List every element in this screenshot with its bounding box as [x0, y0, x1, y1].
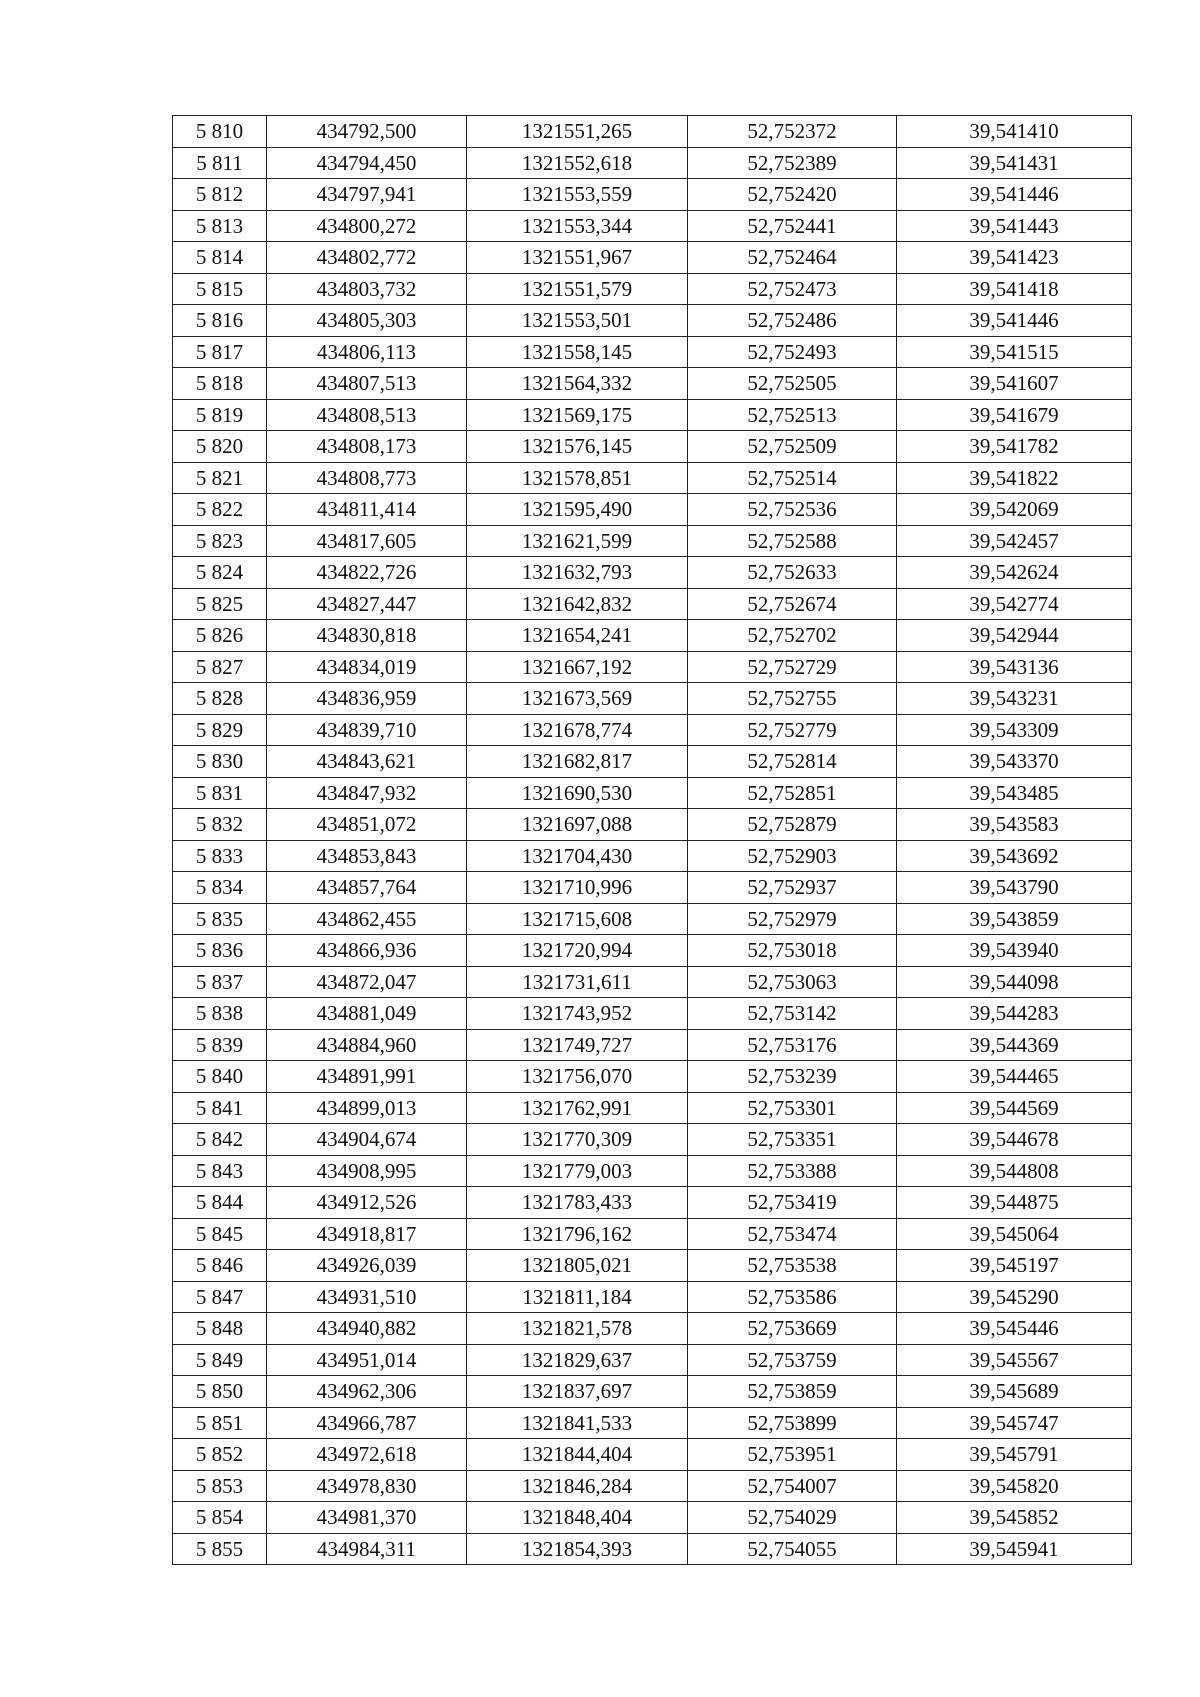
x-coordinate-cell: 434836,959: [267, 683, 467, 715]
table-row: [173, 1061, 1132, 1093]
table-row: [173, 1313, 1132, 1345]
point-number-cell: 5 837: [173, 966, 267, 998]
y-coordinate-cell: 1321779,003: [467, 1155, 688, 1187]
x-coordinate-cell: 434966,787: [267, 1407, 467, 1439]
point-number-cell: 5 850: [173, 1376, 267, 1408]
latitude-cell: 52,752755: [688, 683, 897, 715]
x-coordinate-cell: 434872,047: [267, 966, 467, 998]
y-coordinate-cell: 1321770,309: [467, 1124, 688, 1156]
y-coordinate-cell: 1321632,793: [467, 557, 688, 589]
y-coordinate-cell: 1321564,332: [467, 368, 688, 400]
x-coordinate-cell: 434827,447: [267, 588, 467, 620]
y-coordinate-cell: 1321796,162: [467, 1218, 688, 1250]
latitude-cell: 52,752509: [688, 431, 897, 463]
table-row: [173, 147, 1132, 179]
x-coordinate-cell: 434808,173: [267, 431, 467, 463]
y-coordinate-cell: 1321854,393: [467, 1533, 688, 1565]
table-row: [173, 872, 1132, 904]
point-number-cell: 5 810: [173, 116, 267, 148]
y-coordinate-cell: 1321743,952: [467, 998, 688, 1030]
point-number-cell: 5 817: [173, 336, 267, 368]
longitude-cell: 39,545689: [897, 1376, 1132, 1408]
y-coordinate-cell: 1321595,490: [467, 494, 688, 526]
longitude-cell: 39,544875: [897, 1187, 1132, 1219]
point-number-cell: 5 848: [173, 1313, 267, 1345]
y-coordinate-cell: 1321805,021: [467, 1250, 688, 1282]
y-coordinate-cell: 1321749,727: [467, 1029, 688, 1061]
x-coordinate-cell: 434805,303: [267, 305, 467, 337]
point-number-cell: 5 847: [173, 1281, 267, 1313]
table-row: [173, 1376, 1132, 1408]
table-row: [173, 116, 1132, 148]
x-coordinate-cell: 434962,306: [267, 1376, 467, 1408]
table-row: [173, 431, 1132, 463]
latitude-cell: 52,753351: [688, 1124, 897, 1156]
longitude-cell: 39,541431: [897, 147, 1132, 179]
point-number-cell: 5 843: [173, 1155, 267, 1187]
y-coordinate-cell: 1321704,430: [467, 840, 688, 872]
longitude-cell: 39,541515: [897, 336, 1132, 368]
point-number-cell: 5 846: [173, 1250, 267, 1282]
table-row: [173, 651, 1132, 683]
longitude-cell: 39,543370: [897, 746, 1132, 778]
x-coordinate-cell: 434904,674: [267, 1124, 467, 1156]
latitude-cell: 52,753951: [688, 1439, 897, 1471]
x-coordinate-cell: 434802,772: [267, 242, 467, 274]
table-row: [173, 494, 1132, 526]
longitude-cell: 39,545852: [897, 1502, 1132, 1534]
point-number-cell: 5 845: [173, 1218, 267, 1250]
longitude-cell: 39,541446: [897, 305, 1132, 337]
table-row: [173, 809, 1132, 841]
table-row: [173, 179, 1132, 211]
table-row: [173, 1470, 1132, 1502]
table-row: [173, 588, 1132, 620]
x-coordinate-cell: 434899,013: [267, 1092, 467, 1124]
y-coordinate-cell: 1321682,817: [467, 746, 688, 778]
point-number-cell: 5 855: [173, 1533, 267, 1565]
latitude-cell: 52,752903: [688, 840, 897, 872]
point-number-cell: 5 835: [173, 903, 267, 935]
table-row: [173, 210, 1132, 242]
point-number-cell: 5 821: [173, 462, 267, 494]
y-coordinate-cell: 1321553,344: [467, 210, 688, 242]
table-row: [173, 935, 1132, 967]
point-number-cell: 5 853: [173, 1470, 267, 1502]
table-row: [173, 273, 1132, 305]
longitude-cell: 39,545791: [897, 1439, 1132, 1471]
longitude-cell: 39,541443: [897, 210, 1132, 242]
y-coordinate-cell: 1321756,070: [467, 1061, 688, 1093]
x-coordinate-cell: 434912,526: [267, 1187, 467, 1219]
y-coordinate-cell: 1321553,559: [467, 179, 688, 211]
longitude-cell: 39,543231: [897, 683, 1132, 715]
latitude-cell: 52,752420: [688, 179, 897, 211]
longitude-cell: 39,543485: [897, 777, 1132, 809]
point-number-cell: 5 820: [173, 431, 267, 463]
x-coordinate-cell: 434811,414: [267, 494, 467, 526]
latitude-cell: 52,753301: [688, 1092, 897, 1124]
latitude-cell: 52,754029: [688, 1502, 897, 1534]
x-coordinate-cell: 434822,726: [267, 557, 467, 589]
table-row: [173, 1155, 1132, 1187]
longitude-cell: 39,544465: [897, 1061, 1132, 1093]
table-row: [173, 525, 1132, 557]
latitude-cell: 52,753538: [688, 1250, 897, 1282]
latitude-cell: 52,753474: [688, 1218, 897, 1250]
y-coordinate-cell: 1321576,145: [467, 431, 688, 463]
point-number-cell: 5 826: [173, 620, 267, 652]
x-coordinate-cell: 434884,960: [267, 1029, 467, 1061]
longitude-cell: 39,543583: [897, 809, 1132, 841]
table-row: [173, 462, 1132, 494]
longitude-cell: 39,541418: [897, 273, 1132, 305]
y-coordinate-cell: 1321551,967: [467, 242, 688, 274]
y-coordinate-cell: 1321697,088: [467, 809, 688, 841]
table-row: [173, 1281, 1132, 1313]
latitude-cell: 52,752937: [688, 872, 897, 904]
latitude-cell: 52,753388: [688, 1155, 897, 1187]
x-coordinate-cell: 434817,605: [267, 525, 467, 557]
y-coordinate-cell: 1321829,637: [467, 1344, 688, 1376]
latitude-cell: 52,752674: [688, 588, 897, 620]
latitude-cell: 52,753669: [688, 1313, 897, 1345]
longitude-cell: 39,544098: [897, 966, 1132, 998]
x-coordinate-cell: 434978,830: [267, 1470, 467, 1502]
point-number-cell: 5 813: [173, 210, 267, 242]
point-number-cell: 5 830: [173, 746, 267, 778]
x-coordinate-cell: 434803,732: [267, 273, 467, 305]
x-coordinate-cell: 434918,817: [267, 1218, 467, 1250]
latitude-cell: 52,752779: [688, 714, 897, 746]
y-coordinate-cell: 1321720,994: [467, 935, 688, 967]
latitude-cell: 52,752633: [688, 557, 897, 589]
latitude-cell: 52,752814: [688, 746, 897, 778]
y-coordinate-cell: 1321673,569: [467, 683, 688, 715]
point-number-cell: 5 834: [173, 872, 267, 904]
longitude-cell: 39,544283: [897, 998, 1132, 1030]
latitude-cell: 52,752588: [688, 525, 897, 557]
y-coordinate-cell: 1321821,578: [467, 1313, 688, 1345]
longitude-cell: 39,541782: [897, 431, 1132, 463]
longitude-cell: 39,543859: [897, 903, 1132, 935]
longitude-cell: 39,541423: [897, 242, 1132, 274]
coordinates-table: [172, 115, 1132, 1565]
x-coordinate-cell: 434792,500: [267, 116, 467, 148]
latitude-cell: 52,752464: [688, 242, 897, 274]
point-number-cell: 5 836: [173, 935, 267, 967]
longitude-cell: 39,544369: [897, 1029, 1132, 1061]
y-coordinate-cell: 1321667,192: [467, 651, 688, 683]
y-coordinate-cell: 1321654,241: [467, 620, 688, 652]
table-row: [173, 714, 1132, 746]
latitude-cell: 52,752372: [688, 116, 897, 148]
point-number-cell: 5 840: [173, 1061, 267, 1093]
y-coordinate-cell: 1321552,618: [467, 147, 688, 179]
point-number-cell: 5 852: [173, 1439, 267, 1471]
x-coordinate-cell: 434800,272: [267, 210, 467, 242]
point-number-cell: 5 825: [173, 588, 267, 620]
table-row: [173, 242, 1132, 274]
table-row: [173, 1187, 1132, 1219]
point-number-cell: 5 815: [173, 273, 267, 305]
longitude-cell: 39,542774: [897, 588, 1132, 620]
x-coordinate-cell: 434807,513: [267, 368, 467, 400]
table-row: [173, 557, 1132, 589]
point-number-cell: 5 851: [173, 1407, 267, 1439]
table-row: [173, 1250, 1132, 1282]
longitude-cell: 39,541446: [897, 179, 1132, 211]
point-number-cell: 5 841: [173, 1092, 267, 1124]
latitude-cell: 52,752879: [688, 809, 897, 841]
y-coordinate-cell: 1321811,184: [467, 1281, 688, 1313]
x-coordinate-cell: 434891,991: [267, 1061, 467, 1093]
point-number-cell: 5 829: [173, 714, 267, 746]
y-coordinate-cell: 1321569,175: [467, 399, 688, 431]
y-coordinate-cell: 1321578,851: [467, 462, 688, 494]
longitude-cell: 39,543692: [897, 840, 1132, 872]
table-row: [173, 840, 1132, 872]
longitude-cell: 39,545941: [897, 1533, 1132, 1565]
x-coordinate-cell: 434808,513: [267, 399, 467, 431]
x-coordinate-cell: 434881,049: [267, 998, 467, 1030]
x-coordinate-cell: 434843,621: [267, 746, 467, 778]
y-coordinate-cell: 1321715,608: [467, 903, 688, 935]
x-coordinate-cell: 434847,932: [267, 777, 467, 809]
longitude-cell: 39,544808: [897, 1155, 1132, 1187]
y-coordinate-cell: 1321558,145: [467, 336, 688, 368]
latitude-cell: 52,753419: [688, 1187, 897, 1219]
latitude-cell: 52,752389: [688, 147, 897, 179]
point-number-cell: 5 811: [173, 147, 267, 179]
table-row: [173, 1124, 1132, 1156]
table-row: [173, 1502, 1132, 1534]
point-number-cell: 5 842: [173, 1124, 267, 1156]
longitude-cell: 39,545290: [897, 1281, 1132, 1313]
y-coordinate-cell: 1321731,611: [467, 966, 688, 998]
table-row: [173, 1218, 1132, 1250]
y-coordinate-cell: 1321841,533: [467, 1407, 688, 1439]
table-row: [173, 903, 1132, 935]
x-coordinate-cell: 434866,936: [267, 935, 467, 967]
y-coordinate-cell: 1321621,599: [467, 525, 688, 557]
latitude-cell: 52,752486: [688, 305, 897, 337]
point-number-cell: 5 844: [173, 1187, 267, 1219]
table-row: [173, 1533, 1132, 1565]
x-coordinate-cell: 434851,072: [267, 809, 467, 841]
latitude-cell: 52,752493: [688, 336, 897, 368]
latitude-cell: 52,752536: [688, 494, 897, 526]
y-coordinate-cell: 1321690,530: [467, 777, 688, 809]
longitude-cell: 39,543940: [897, 935, 1132, 967]
latitude-cell: 52,753239: [688, 1061, 897, 1093]
y-coordinate-cell: 1321783,433: [467, 1187, 688, 1219]
longitude-cell: 39,545197: [897, 1250, 1132, 1282]
point-number-cell: 5 824: [173, 557, 267, 589]
longitude-cell: 39,542624: [897, 557, 1132, 589]
longitude-cell: 39,545820: [897, 1470, 1132, 1502]
x-coordinate-cell: 434839,710: [267, 714, 467, 746]
latitude-cell: 52,752473: [688, 273, 897, 305]
longitude-cell: 39,543136: [897, 651, 1132, 683]
x-coordinate-cell: 434926,039: [267, 1250, 467, 1282]
table-row: [173, 1092, 1132, 1124]
y-coordinate-cell: 1321837,697: [467, 1376, 688, 1408]
point-number-cell: 5 831: [173, 777, 267, 809]
longitude-cell: 39,543790: [897, 872, 1132, 904]
y-coordinate-cell: 1321846,284: [467, 1470, 688, 1502]
latitude-cell: 52,752514: [688, 462, 897, 494]
latitude-cell: 52,753018: [688, 935, 897, 967]
latitude-cell: 52,752851: [688, 777, 897, 809]
longitude-cell: 39,541410: [897, 116, 1132, 148]
table-row: [173, 399, 1132, 431]
latitude-cell: 52,754007: [688, 1470, 897, 1502]
x-coordinate-cell: 434830,818: [267, 620, 467, 652]
latitude-cell: 52,754055: [688, 1533, 897, 1565]
longitude-cell: 39,543309: [897, 714, 1132, 746]
y-coordinate-cell: 1321551,265: [467, 116, 688, 148]
x-coordinate-cell: 434862,455: [267, 903, 467, 935]
point-number-cell: 5 823: [173, 525, 267, 557]
latitude-cell: 52,753759: [688, 1344, 897, 1376]
table-row: [173, 1407, 1132, 1439]
point-number-cell: 5 838: [173, 998, 267, 1030]
longitude-cell: 39,541822: [897, 462, 1132, 494]
point-number-cell: 5 812: [173, 179, 267, 211]
longitude-cell: 39,542069: [897, 494, 1132, 526]
longitude-cell: 39,541679: [897, 399, 1132, 431]
table-row: [173, 998, 1132, 1030]
longitude-cell: 39,545567: [897, 1344, 1132, 1376]
y-coordinate-cell: 1321642,832: [467, 588, 688, 620]
x-coordinate-cell: 434834,019: [267, 651, 467, 683]
point-number-cell: 5 827: [173, 651, 267, 683]
point-number-cell: 5 816: [173, 305, 267, 337]
latitude-cell: 52,752505: [688, 368, 897, 400]
y-coordinate-cell: 1321678,774: [467, 714, 688, 746]
latitude-cell: 52,752441: [688, 210, 897, 242]
y-coordinate-cell: 1321710,996: [467, 872, 688, 904]
y-coordinate-cell: 1321762,991: [467, 1092, 688, 1124]
table-row: [173, 1439, 1132, 1471]
table-row: [173, 683, 1132, 715]
longitude-cell: 39,544678: [897, 1124, 1132, 1156]
latitude-cell: 52,753063: [688, 966, 897, 998]
longitude-cell: 39,542457: [897, 525, 1132, 557]
y-coordinate-cell: 1321844,404: [467, 1439, 688, 1471]
x-coordinate-cell: 434908,995: [267, 1155, 467, 1187]
table-row: [173, 305, 1132, 337]
x-coordinate-cell: 434940,882: [267, 1313, 467, 1345]
table-row: [173, 1344, 1132, 1376]
latitude-cell: 52,752979: [688, 903, 897, 935]
longitude-cell: 39,545064: [897, 1218, 1132, 1250]
x-coordinate-cell: 434797,941: [267, 179, 467, 211]
latitude-cell: 52,753142: [688, 998, 897, 1030]
table-row: [173, 620, 1132, 652]
table-row: [173, 336, 1132, 368]
longitude-cell: 39,542944: [897, 620, 1132, 652]
latitude-cell: 52,752702: [688, 620, 897, 652]
y-coordinate-cell: 1321551,579: [467, 273, 688, 305]
table-row: [173, 1029, 1132, 1061]
table-row: [173, 777, 1132, 809]
table-row: [173, 368, 1132, 400]
longitude-cell: 39,545747: [897, 1407, 1132, 1439]
point-number-cell: 5 849: [173, 1344, 267, 1376]
longitude-cell: 39,544569: [897, 1092, 1132, 1124]
x-coordinate-cell: 434951,014: [267, 1344, 467, 1376]
point-number-cell: 5 854: [173, 1502, 267, 1534]
point-number-cell: 5 819: [173, 399, 267, 431]
table-row: [173, 746, 1132, 778]
latitude-cell: 52,753859: [688, 1376, 897, 1408]
x-coordinate-cell: 434794,450: [267, 147, 467, 179]
point-number-cell: 5 822: [173, 494, 267, 526]
x-coordinate-cell: 434984,311: [267, 1533, 467, 1565]
latitude-cell: 52,752729: [688, 651, 897, 683]
x-coordinate-cell: 434808,773: [267, 462, 467, 494]
point-number-cell: 5 833: [173, 840, 267, 872]
latitude-cell: 52,753176: [688, 1029, 897, 1061]
x-coordinate-cell: 434981,370: [267, 1502, 467, 1534]
y-coordinate-cell: 1321553,501: [467, 305, 688, 337]
point-number-cell: 5 828: [173, 683, 267, 715]
table-row: [173, 966, 1132, 998]
latitude-cell: 52,753899: [688, 1407, 897, 1439]
x-coordinate-cell: 434931,510: [267, 1281, 467, 1313]
point-number-cell: 5 818: [173, 368, 267, 400]
longitude-cell: 39,541607: [897, 368, 1132, 400]
point-number-cell: 5 839: [173, 1029, 267, 1061]
point-number-cell: 5 832: [173, 809, 267, 841]
latitude-cell: 52,752513: [688, 399, 897, 431]
latitude-cell: 52,753586: [688, 1281, 897, 1313]
x-coordinate-cell: 434806,113: [267, 336, 467, 368]
point-number-cell: 5 814: [173, 242, 267, 274]
x-coordinate-cell: 434857,764: [267, 872, 467, 904]
x-coordinate-cell: 434972,618: [267, 1439, 467, 1471]
longitude-cell: 39,545446: [897, 1313, 1132, 1345]
x-coordinate-cell: 434853,843: [267, 840, 467, 872]
coordinates-table-body: [173, 116, 1132, 1565]
y-coordinate-cell: 1321848,404: [467, 1502, 688, 1534]
